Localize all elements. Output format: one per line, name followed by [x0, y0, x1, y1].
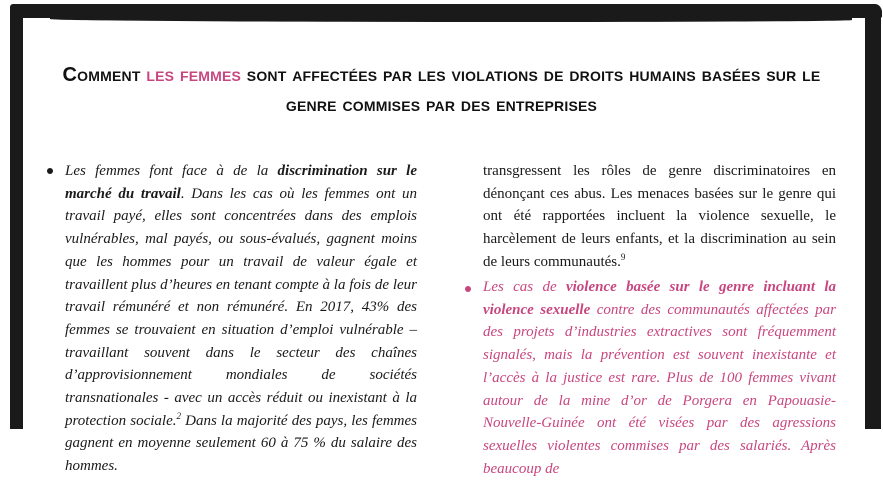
bullet-dot-black: [47, 168, 53, 174]
right-bold-phrase: violence basée sur le genre incluant la violence sexuelle: [483, 279, 837, 318]
footnote-2: 2: [176, 410, 181, 421]
footnote-9: 9: [620, 251, 626, 262]
page-title: [40, 60, 843, 120]
left-text-2: Dans la majorité des pays, les femmes gagnent en moyenne seulement 60 à 75 % du salaire des hommes.: [65, 412, 417, 475]
left-text: . Dans les cas où les femmes ont un travail payé, elles sont concentrées dans des emplois vulnérables, mal payés, ou sous-évalués, gagnent moins que les hommes pour un travail de valeur égale et travaillent plus d’heures en tenant compte à la fois de leur travail rémunéré et non rémunéré. En 2017, 43% des femmes se trouvaient en situation d’emploi vulnérable – travaillant souvent dans le secteur des chaînes d’approvisionnement mondiales de sociétés transnationales - avec un accès réduit ou inexistant à la protection sociale.: [65, 185, 417, 429]
brush-border-right: [865, 4, 881, 429]
title-part-2: sont affectées par les violations de droits humains basées sur le genre commises par des entreprises: [241, 64, 821, 116]
left-bold-phrase: discrimination sur le marché du travail: [65, 163, 418, 202]
right-intro: Les cas de: [483, 279, 566, 295]
right-text: contre des communautés affectées par des projets d’industries extractives sont fréquemment signalés, mais la prévention est souvent inexistante et l’accès à la justice est rare. Plus de 100 femmes vivant autour de la mine d’or de Porgera en Papouasie-Nouvelle-Guinée ont été visées par des agressions sexuelles violentes commises par des salariés. Après beaucoup de: [483, 301, 837, 477]
title-part-1: Comment: [62, 64, 147, 86]
right-top-text: transgressent les rôles de genre discriminatoires en dénonçant ces abus. Les menaces basées sur le genre qui ont été rapportées incluent la violence sexuelle, le harcèlement de leurs enfants, et la discrimination au sein de leurs communautés.: [483, 163, 836, 270]
left-column-paragraph: [65, 160, 417, 478]
brush-border-top: [10, 4, 882, 18]
right-column-pink-paragraph: [483, 276, 836, 480]
left-intro: Les femmes font face à de la: [65, 163, 278, 179]
bullet-dot-pink: [465, 286, 471, 292]
right-column-continuation: [483, 160, 836, 274]
title-accent: les femmes: [146, 64, 242, 86]
brush-border-left: [10, 6, 23, 429]
